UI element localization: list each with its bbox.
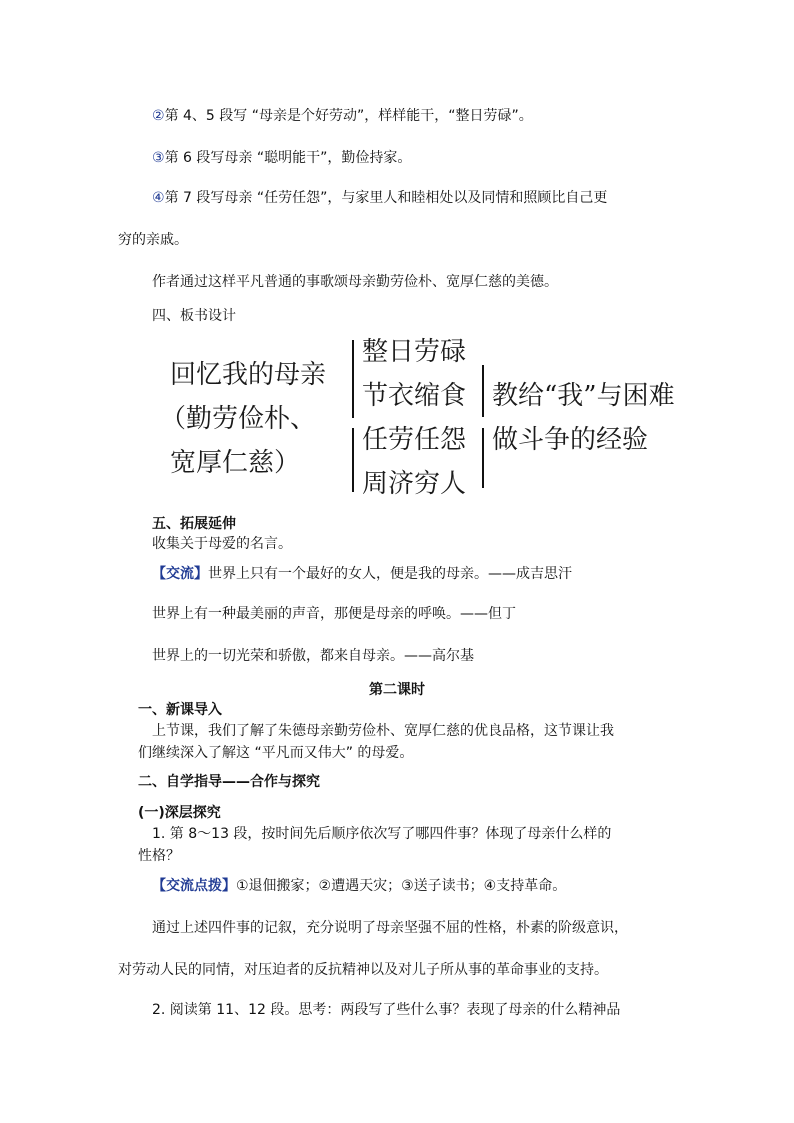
lesson-2-title: 第二课时 bbox=[369, 682, 425, 698]
board-left-line-1: 回忆我的母亲 bbox=[170, 360, 327, 390]
board-divider-left-bottom bbox=[352, 428, 354, 492]
paragraph-4 bbox=[152, 188, 607, 208]
paragraph-4-text: 第 7 段写母亲 “任劳任怨”，与家里人和睦相处以及同情和照顾比自己更 bbox=[164, 190, 608, 206]
subsection-heading: (一)深层探究 bbox=[138, 805, 221, 821]
paragraph-2 bbox=[152, 106, 533, 126]
intro-line-2: 们继续深入了解这 “平凡而又伟大” 的母爱。 bbox=[138, 745, 414, 761]
circled-number-2: ② bbox=[152, 108, 165, 124]
section-4-heading: 四、板书设计 bbox=[152, 308, 236, 324]
board-middle-line-4: 周济穷人 bbox=[362, 469, 467, 499]
answer-line bbox=[152, 876, 566, 896]
explanation-line-2: 对劳动人民的同情，对压迫者的反抗精神以及对儿子所从事的革命事业的支持。 bbox=[118, 962, 608, 978]
paragraph-3 bbox=[152, 148, 411, 168]
quote-1-text: 世界上只有一个最好的女人，便是我的母亲。——成吉思汗 bbox=[208, 566, 572, 582]
quote-2: 世界上有一种最美丽的声音，那便是母亲的呼唤。——但丁 bbox=[152, 606, 516, 622]
quote-3: 世界上的一切光荣和骄傲，都来自母亲。——高尔基 bbox=[152, 648, 474, 664]
board-left-line-3: 宽厚仁慈） bbox=[170, 448, 301, 478]
section-2-heading: 二、自学指导——合作与探究 bbox=[138, 774, 320, 790]
board-left-line-2: （勤劳俭朴、 bbox=[160, 404, 317, 434]
quote-1 bbox=[152, 564, 572, 584]
board-right-line-2: 做斗争的经验 bbox=[492, 425, 649, 455]
explanation-line-1: 通过上述四件事的记叙，充分说明了母亲坚强不屈的性格，朴素的阶级意识， bbox=[152, 920, 628, 936]
question-1-line-2: 性格？ bbox=[138, 848, 180, 864]
board-right-line-1: 教给“我”与困难 bbox=[492, 381, 675, 411]
collect-text: 收集关于母爱的名言。 bbox=[152, 536, 292, 552]
circled-number-4: ④ bbox=[152, 190, 165, 206]
question-2-line: 2. 阅读第 11、12 段。思考：两段写了些什么事？表现了母亲的什么精神品 bbox=[152, 1002, 621, 1018]
summary-text: 作者通过这样平凡普通的事歌颂母亲勤劳俭朴、宽厚仁慈的美德。 bbox=[152, 274, 558, 290]
answer-label: 【交流点拨】 bbox=[152, 878, 236, 894]
question-1-line-1: 1. 第 8～13 段，按时间先后顺序依次写了哪四件事？体现了母亲什么样的 bbox=[152, 826, 612, 842]
board-middle-line-3: 任劳任怨 bbox=[362, 425, 467, 455]
board-divider-right-top bbox=[482, 365, 484, 417]
paragraph-3-text: 第 6 段写母亲 “聪明能干”，勤俭持家。 bbox=[164, 150, 412, 166]
circled-number-3: ③ bbox=[152, 150, 165, 166]
board-divider-left-top bbox=[352, 340, 354, 418]
intro-line-1: 上节课，我们了解了朱德母亲勤劳俭朴、宽厚仁慈的优良品格，这节课让我 bbox=[152, 723, 614, 739]
board-middle-line-1: 整日劳碌 bbox=[362, 337, 467, 367]
exchange-label: 【交流】 bbox=[152, 566, 208, 582]
board-divider-right-bottom bbox=[482, 428, 484, 488]
section-1-heading: 一、新课导入 bbox=[138, 702, 222, 718]
paragraph-2-text: 第 4、5 段写 “母亲是个好劳动”，样样能干，“整日劳碌”。 bbox=[164, 108, 533, 124]
answer-text: ①退佃搬家；②遭遇天灾；③送子读书；④支持革命。 bbox=[236, 878, 567, 894]
board-middle-line-2: 节衣缩食 bbox=[362, 381, 467, 411]
paragraph-4-continuation: 穷的亲戚。 bbox=[118, 232, 188, 248]
section-5-heading: 五、拓展延伸 bbox=[152, 516, 236, 532]
